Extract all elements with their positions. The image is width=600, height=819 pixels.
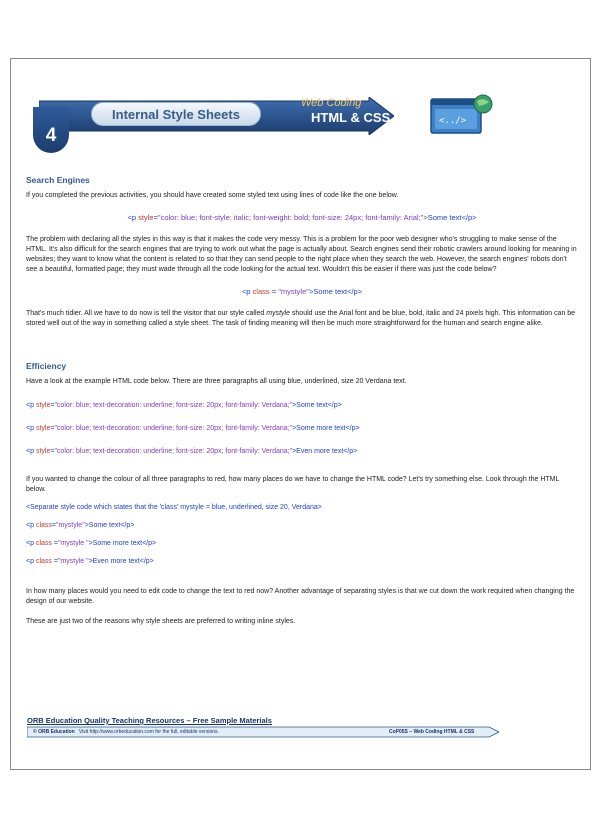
code-tag-open: <p bbox=[26, 558, 36, 565]
section-heading-search-engines: Search Engines bbox=[26, 175, 90, 185]
class-code-list bbox=[26, 521, 578, 567]
code-attr: class bbox=[252, 287, 270, 296]
code-attr: style bbox=[138, 213, 154, 222]
code-value: "color: blue; text-decoration: underline; font-size: 20px; font-family: Verdana;" bbox=[54, 448, 293, 455]
intro-paragraph: If you completed the previous activities, you should have created some styled text using lines of code like the one below. bbox=[26, 192, 399, 199]
code-attr: class bbox=[35, 540, 52, 547]
tidier-text-b: should use the Arial font and be blue, bold, italic and 24 pixels high. This information can be stored well out of the way in something called a style sheet. The task of finding meaning will then be much more straightforward for the human and search engine alike. bbox=[26, 310, 576, 327]
tidier-text-a: That's much tidier. All we have to do now is tell the visitor that our style called bbox=[26, 310, 267, 317]
code-line bbox=[26, 539, 578, 549]
worksheet-header bbox=[33, 77, 553, 157]
code-tag-open: <p bbox=[26, 425, 36, 432]
code-eq: = bbox=[51, 558, 58, 565]
code-line bbox=[26, 521, 578, 531]
code-attr: style bbox=[35, 425, 51, 432]
code-eq: = bbox=[51, 540, 58, 547]
inline-style-code-list bbox=[26, 401, 578, 457]
code-value: "mystyle " bbox=[57, 558, 89, 565]
efficiency-intro: Have a look at the example HTML code below. There are three paragraphs all using blue, underlined, size 20 Verdana text. bbox=[26, 378, 407, 385]
worksheet-number: 4 bbox=[33, 107, 69, 153]
logo-code-text: <../> bbox=[439, 116, 467, 126]
brand-title: HTML & CSS bbox=[311, 110, 391, 125]
code-line bbox=[26, 424, 578, 434]
brand-subtitle: Web Coding bbox=[301, 97, 362, 109]
code-line bbox=[26, 401, 578, 411]
footer-visit-text: Visit http://www.orbeducation.com for the full, editable versions. bbox=[78, 729, 219, 735]
code-rest: >Some more text</p> bbox=[88, 540, 157, 547]
code-value: "color: blue; text-decoration: underline; font-size: 20px; font-family: Verdana;" bbox=[54, 402, 293, 409]
code-eq: = bbox=[269, 287, 279, 296]
code-value: "mystyle" bbox=[55, 522, 85, 529]
worksheet-title: Internal Style Sheets bbox=[91, 102, 261, 126]
separate-style-note: <Separate style code which states that the 'class' mystyle = blue, underlined, size 20, Verdana> bbox=[26, 504, 322, 511]
code-eq: = bbox=[153, 213, 158, 222]
footer-left-text bbox=[33, 729, 219, 735]
code-rest: >Some text</p> bbox=[84, 522, 135, 529]
edit-question-paragraph: In how many places would you need to edit code to change the text to red now? Another advantage of separating styles is that we cut down the work required when changing the design of our website. bbox=[26, 588, 575, 605]
code-attr: style bbox=[35, 402, 51, 409]
footer-course-code: CoP05S – Web Coding HTML & CSS bbox=[389, 729, 475, 735]
section-heading-efficiency: Efficiency bbox=[26, 361, 67, 371]
code-value: "mystyle" bbox=[278, 287, 309, 296]
code-eq: = bbox=[50, 448, 55, 455]
footer-title: ORB Education Quality Teaching Resources – Free Sample Materials bbox=[27, 716, 272, 725]
code-tag-open: <p bbox=[241, 287, 253, 296]
document-page bbox=[10, 58, 591, 770]
code-tag-open: <p bbox=[26, 448, 36, 455]
code-rest: >Even more text</p> bbox=[88, 558, 154, 565]
code-line bbox=[26, 557, 578, 567]
code-value: "mystyle " bbox=[57, 540, 89, 547]
code-tag-open: <p bbox=[26, 540, 36, 547]
code-value: "color: blue; font-style: italic; font-weight: bold; font-size: 24px; font-family: Arial;" bbox=[157, 213, 424, 222]
mystyle-emphasis: mystyle bbox=[266, 310, 290, 317]
code-tag-open: <p bbox=[26, 402, 36, 409]
code-value: "color: blue; text-decoration: underline; font-size: 20px; font-family: Verdana;" bbox=[54, 425, 293, 432]
code-eq: = bbox=[50, 425, 55, 432]
code-rest: >Some text</p> bbox=[308, 287, 363, 296]
code-line bbox=[26, 447, 578, 457]
worksheet-content bbox=[26, 175, 578, 627]
code-attr: class bbox=[35, 522, 52, 529]
code-eq: = bbox=[51, 522, 56, 529]
code-tag-open: <p bbox=[127, 213, 139, 222]
closing-paragraph: These are just two of the reasons why style sheets are preferred to writing inline styles. bbox=[26, 618, 296, 625]
question-paragraph: If you wanted to change the colour of all three paragraphs to red, how many places do we have to change the HTML code? Let's try something else. Look through the HTML below. bbox=[26, 476, 560, 493]
code-eq: = bbox=[50, 402, 55, 409]
code-rest: >Some text</p> bbox=[292, 402, 342, 409]
code-tag-open: <p bbox=[26, 522, 36, 529]
code-example-inline-style bbox=[26, 213, 578, 223]
code-example-class bbox=[26, 287, 578, 297]
code-attr: class bbox=[35, 558, 52, 565]
code-attr: style bbox=[35, 448, 51, 455]
footer-brand: © ORB Education bbox=[33, 729, 75, 735]
problem-paragraph: The problem with declaring all the styles in this way is that it makes the code very messy. This is a problem for the poor web designer who's struggling to make sense of the HTML. It's also difficult for the search engines that are trying to work out what the page is actually about. Search engines send their robotic crawlers around looking for meaning in websites; they want to know what the content is related to so that they can send people to the right place when they search the web. However, the search engines' robots don't see a beautiful, formatted page; they must wade through all the code looking for the actual text. Wouldn't this be easier if there was just the code below? bbox=[26, 236, 577, 273]
code-rest: >Even more text</p> bbox=[292, 448, 358, 455]
code-rest: >Some text</p> bbox=[423, 213, 477, 222]
tidier-paragraph bbox=[26, 309, 578, 329]
code-rest: >Some more text</p> bbox=[292, 425, 360, 432]
browser-globe-logo-icon bbox=[429, 93, 493, 137]
